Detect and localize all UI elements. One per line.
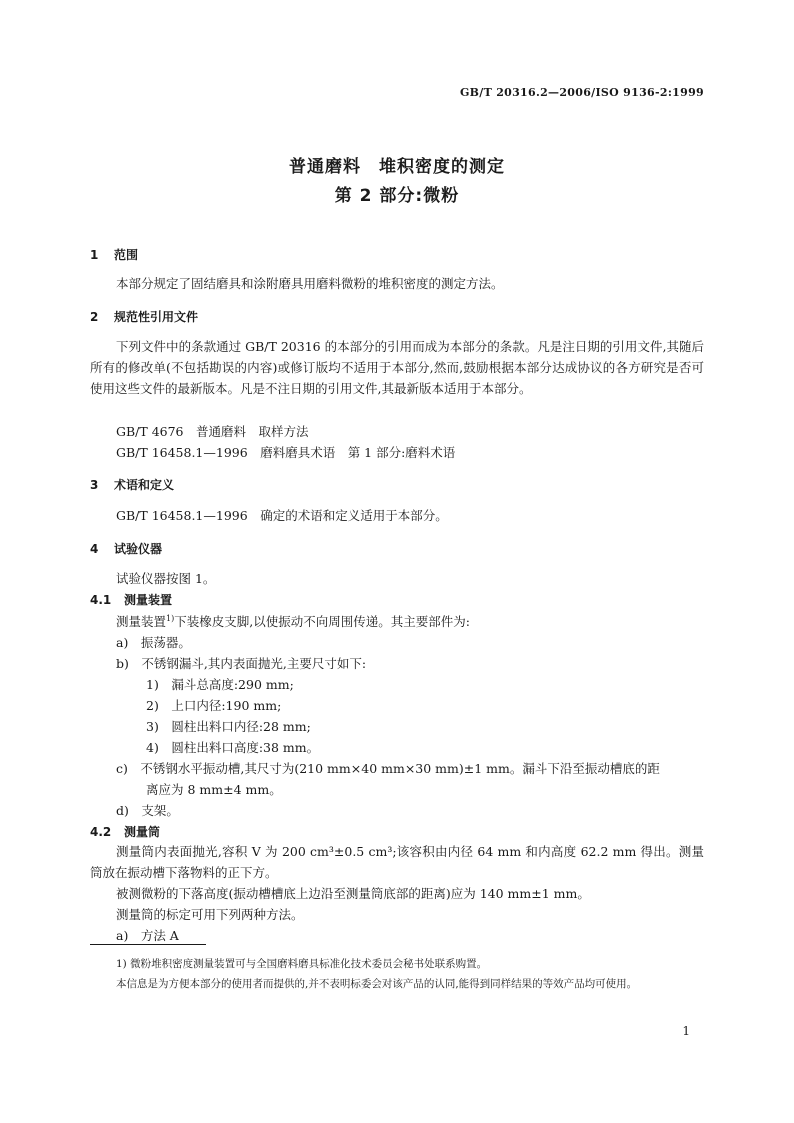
section-title: 测量筒 <box>124 825 161 839</box>
section-3-paragraph: GB/T 16458.1—1996 确定的术语和定义适用于本部分。 <box>116 508 448 523</box>
section-4-1-intro <box>116 612 470 630</box>
sub-list-item: 2) 上口内径:190 mm; <box>146 698 282 713</box>
sub-list-item: 3) 圆柱出料口内径:28 mm; <box>146 719 311 734</box>
list-item: c) 不锈钢水平振动槽,其尺寸为(210 mm×40 mm×30 mm)±1 mm。漏斗下沿至振动槽底的距 <box>116 761 660 776</box>
footnote: 本信息是为方便本部分的使用者而提供的,并不表明标委会对该产品的认同,能得到同样结果的等效产品均可使用。 <box>116 978 638 990</box>
intro-text: 下装橡皮支脚,以使振动不向周围传递。其主要部件为: <box>174 614 470 629</box>
section-title: 试验仪器 <box>114 542 163 556</box>
section-4-paragraph: 试验仪器按图 1。 <box>116 571 216 586</box>
standard-number: GB/T 20316.2—2006/ISO 9136-2:1999 <box>459 86 704 99</box>
section-4-heading <box>90 540 162 557</box>
section-2-heading <box>90 308 198 325</box>
section-number: 4.2 <box>90 825 112 839</box>
document-subtitle: 第 2 部分:微粉 <box>334 186 460 206</box>
list-item: b) 不锈钢漏斗,其内表面抛光,主要尺寸如下: <box>116 656 367 671</box>
page-number: 1 <box>682 1024 690 1038</box>
section-1-paragraph: 本部分规定了固结磨具和涂附磨具用磨料微粉的堆积密度的测定方法。 <box>116 276 504 291</box>
section-number: 1 <box>90 248 99 262</box>
sub-list-item: 1) 漏斗总高度:290 mm; <box>146 677 294 692</box>
section-3-heading <box>90 476 174 493</box>
document-title: 普通磨料 堆积密度的测定 <box>289 157 505 177</box>
section-2-paragraph: 下列文件中的条款通过 GB/T 20316 的本部分的引用而成为本部分的条款。凡是注日期的引用文件,其随后所有的修改单(不包括勘误的内容)或修订版均不适用于本部分,然而,鼓励根据本部分达成协议的各方研究是否可使用这些文件的最新版本。凡是不注日期的引用文件,其最新版本适用于本部分。 <box>90 339 704 396</box>
section-title: 测量装置 <box>124 593 173 607</box>
section-1-heading <box>90 246 138 263</box>
normative-reference: GB/T 16458.1—1996 磨料磨具术语 第 1 部分:磨料术语 <box>116 445 456 460</box>
section-number: 2 <box>90 310 99 324</box>
section-4-2-paragraph: 测量筒内表面抛光,容积 V 为 200 cm³±0.5 cm³;该容积由内径 64 mm 和内高度 62.2 mm 得出。测量筒放在振动槽下落物料的正下方。 <box>90 844 704 880</box>
section-4-2-paragraph: 被测微粉的下落高度(振动槽槽底上边沿至测量筒底部的距离)应为 140 mm±1 mm。 <box>116 886 590 901</box>
list-item: a) 方法 A <box>116 928 179 943</box>
footnote-ref: 1) <box>166 613 175 623</box>
list-item: a) 振荡器。 <box>116 635 191 650</box>
intro-text: 测量装置 <box>116 614 167 629</box>
section-title: 范围 <box>114 248 139 262</box>
section-number: 4.1 <box>90 593 112 607</box>
section-4-2-paragraph: 测量筒的标定可用下列两种方法。 <box>116 907 304 922</box>
section-number: 4 <box>90 542 99 556</box>
section-title: 规范性引用文件 <box>114 310 199 324</box>
section-4-1-heading <box>90 591 172 608</box>
section-4-2-heading <box>90 823 160 840</box>
sub-list-item: 4) 圆柱出料口高度:38 mm。 <box>146 740 320 755</box>
list-item-continuation: 离应为 8 mm±4 mm。 <box>146 782 282 797</box>
section-number: 3 <box>90 478 99 492</box>
section-title: 术语和定义 <box>114 478 175 492</box>
list-item: d) 支架。 <box>116 803 179 818</box>
normative-reference: GB/T 4676 普通磨料 取样方法 <box>116 424 309 439</box>
footnote-divider <box>90 944 206 945</box>
footnote: 1) 微粉堆积密度测量装置可与全国磨料磨具标准化技术委员会秘书处联系购置。 <box>116 958 488 970</box>
